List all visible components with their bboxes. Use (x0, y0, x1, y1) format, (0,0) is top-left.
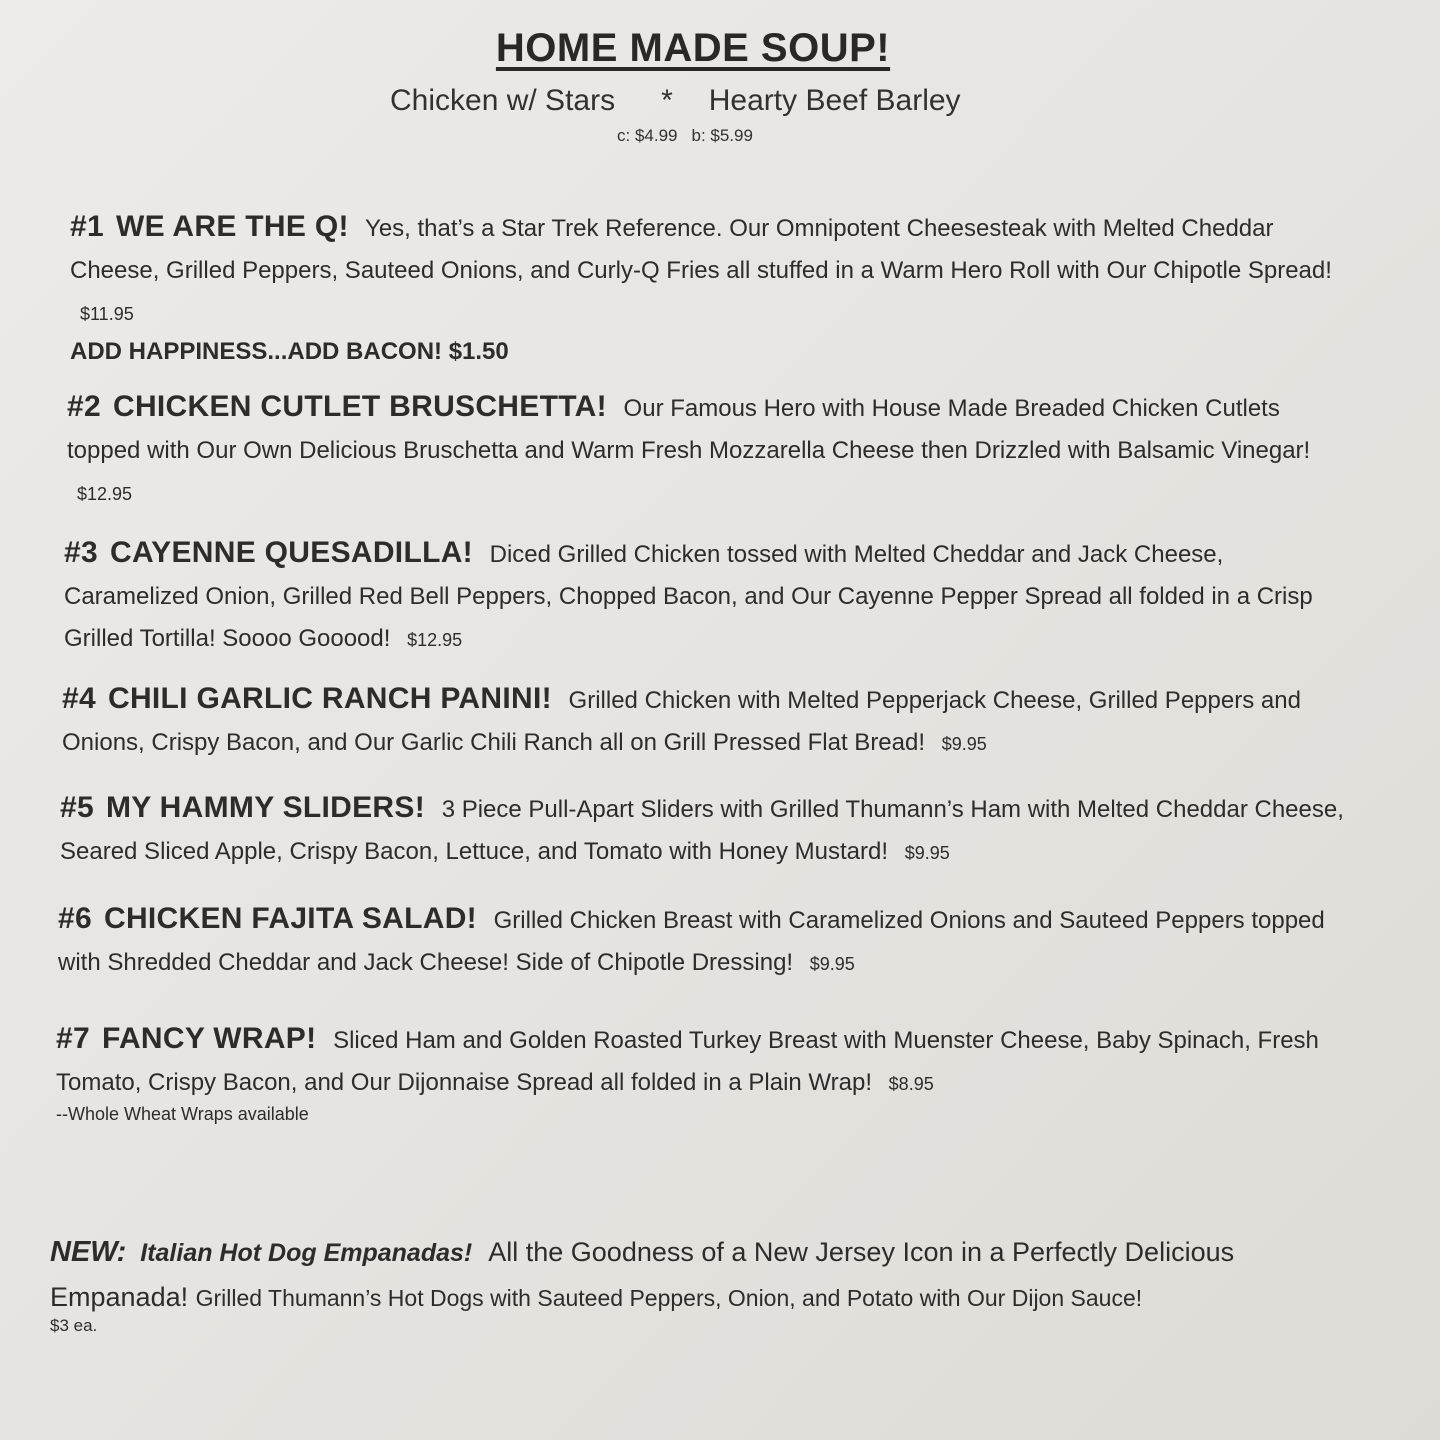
menu-item-4 (62, 678, 1352, 765)
item-name: CAYENNE QUESADILLA! (109, 536, 473, 569)
item-price: $12.95 (407, 630, 463, 650)
item-description: Grilled Chicken with Melted Pepperjack Cheese, Grilled Peppers and Onions, Crispy Bacon, and Our Garlic Chili Ranch all on Grill Pressed Flat Bread! (62, 687, 1301, 756)
soup-separator: * (661, 84, 673, 117)
item-name: MY HAMMY SLIDERS! (105, 791, 426, 824)
menu-item-7 (56, 1018, 1346, 1123)
item-name: CHILI GARLIC RANCH PANINI! (107, 682, 552, 715)
item-name: CHICKEN CUTLET BRUSCHETTA! (112, 390, 607, 423)
soup-option-chicken-stars: Chicken w/ Stars (390, 84, 616, 117)
new-label: NEW: (50, 1236, 127, 1268)
menu-item-2 (67, 386, 1357, 515)
item-price: $9.95 (941, 734, 987, 754)
item-number: #4 (62, 682, 96, 715)
item-title (58, 902, 477, 935)
new-item (50, 1230, 1360, 1336)
new-item-tagline: All the Goodness of a New Jersey Icon in a Perfectly Delicious Empanada! (50, 1237, 1235, 1312)
item-description: Sliced Ham and Golden Roasted Turkey Breast with Muenster Cheese, Baby Spinach, Fresh Tomato, Crispy Bacon, and Our Dijonnaise Spread all folded in a Plain Wrap! (56, 1027, 1319, 1096)
item-number: #3 (64, 536, 98, 569)
item-name: WE ARE THE Q! (115, 210, 349, 243)
new-item-detail: Grilled Thumann’s Hot Dogs with Sauteed Peppers, Onion, and Potato with Our Dijon Sauce! (195, 1285, 1143, 1311)
item-title (56, 1022, 316, 1055)
item-price: $9.95 (809, 954, 855, 974)
item-number: #6 (58, 902, 92, 935)
item-number: #1 (70, 210, 104, 243)
item-name: FANCY WRAP! (101, 1022, 317, 1055)
item-number: #5 (60, 791, 94, 824)
item-title (64, 536, 473, 569)
new-item-price: $3 ea. (50, 1316, 98, 1335)
item-price: $11.95 (80, 304, 134, 324)
item-description: Our Famous Hero with House Made Breaded Chicken Cutlets topped with Our Own Delicious Bruschetta and Warm Fresh Mozzarella Cheese then Drizzled with Balsamic Vinegar! (67, 395, 1311, 464)
item-title (70, 210, 349, 243)
item-extra-bacon: ADD HAPPINESS...ADD BACON! $1.50 (70, 338, 509, 365)
item-description: Grilled Chicken Breast with Caramelized Onions and Sauteed Peppers topped with Shredded Cheddar and Jack Cheese! Side of Chipotle Dressing! (58, 907, 1325, 976)
item-title (67, 390, 607, 423)
soup-price-beef: b: $5.99 (691, 126, 753, 145)
item-price: $9.95 (904, 843, 950, 863)
soup-price-chicken: c: $4.99 (617, 126, 678, 145)
item-number: #2 (67, 390, 101, 423)
menu-item-3 (64, 532, 1354, 661)
item-number: #7 (56, 1022, 90, 1055)
soup-option-beef-barley: Hearty Beef Barley (708, 84, 961, 117)
new-item-name: Italian Hot Dog Empanadas! (140, 1239, 473, 1267)
menu-item-1 (70, 206, 1360, 369)
menu-item-6 (58, 898, 1348, 985)
item-note-wraps: --Whole Wheat Wraps available (56, 1104, 309, 1124)
item-description: Yes, that’s a Star Trek Reference. Our Omnipotent Cheesesteak with Melted Cheddar Cheese, Grilled Peppers, Sauteed Onions, and Curly-Q Fries all stuffed in a Warm Hero Roll with Our Chipotle Spread! (70, 215, 1332, 284)
item-description: 3 Piece Pull-Apart Sliders with Grilled Thumann’s Ham with Melted Cheddar Cheese, Seared Sliced Apple, Crispy Bacon, Lettuce, and Tomato with Honey Mustard! (60, 796, 1344, 865)
soup-heading: HOME MADE SOUP! (495, 26, 891, 70)
soup-options (390, 84, 961, 118)
menu-item-5 (60, 787, 1350, 874)
soup-prices (617, 126, 753, 146)
item-price: $12.95 (77, 484, 133, 504)
item-name: CHICKEN FAJITA SALAD! (103, 902, 477, 935)
item-title (60, 791, 425, 824)
item-description: Diced Grilled Chicken tossed with Melted Cheddar and Jack Cheese, Caramelized Onion, Grilled Red Bell Peppers, Chopped Bacon, and Our Cayenne Pepper Spread all folded in a Crisp Grilled Tortilla! Soooo Gooood! (64, 541, 1313, 652)
item-title (62, 682, 552, 715)
item-price: $8.95 (888, 1074, 934, 1094)
